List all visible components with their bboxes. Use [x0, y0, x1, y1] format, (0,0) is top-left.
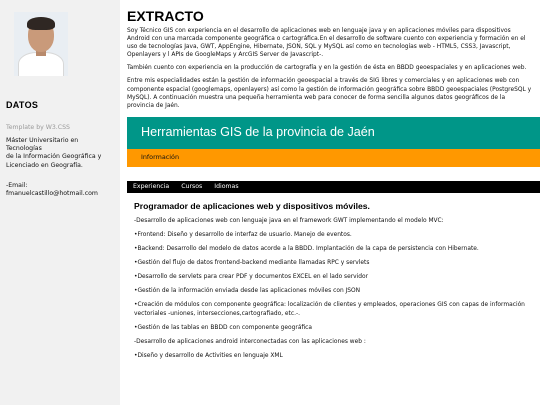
- degree-line: Máster Universitario en Tecnologías: [6, 137, 79, 153]
- experience-item: •Diseño y desarrollo de Activities en lenguaje XML: [134, 352, 283, 359]
- datos-heading: DATOS: [6, 100, 39, 110]
- tab-experiencia[interactable]: Experiencia: [133, 183, 170, 191]
- degree-text: [6, 137, 114, 170]
- summary-paragraph: Entre mis especialidades están la gestión de información geoespacial a través de SIG libres y comerciales y en aplicaciones web con componente espacial (googlemaps, openlayers) así como la gestión de información geográfica sobre BBDD geoespaciales (PostgreSQL y MySQL). A continuación muestra una pequeña herramienta web para conocer de forma sencilla algunos datos geográficos de la provincia de Jaén.: [127, 78, 532, 109]
- photo-hair: [27, 17, 55, 30]
- info-link[interactable]: Información: [127, 149, 540, 167]
- experience-item: -Desarrollo de aplicaciones android interconectadas con las aplicaciones web :: [134, 338, 366, 345]
- tab-idiomas[interactable]: Idiomas: [214, 183, 239, 191]
- experience-item: •Gestión de las tablas en BBDD con componente geográfica: [134, 324, 312, 331]
- experience-item: •Gestión del flujo de datos frontend-backend mediante llamadas RPC y servlets: [134, 260, 370, 267]
- degree-line: Licenciado en Geografía.: [6, 161, 83, 169]
- experience-item: •Desarrollo de servlets para crear PDF y documentos EXCEL en el lado servidor: [134, 274, 369, 281]
- gis-tool-banner: [127, 117, 540, 167]
- experience-item: •Creación de módulos con componente geográfica: localización de clientes y empleados, operaciones GIS con capas de información vectoriales -uniones, intersecciones,cartografiado, etc.-.: [134, 302, 525, 317]
- sidebar: [0, 0, 120, 405]
- profile-photo: [14, 12, 68, 76]
- summary-paragraph: Soy Técnico GIS con experiencia en el desarrollo de aplicaciones web en lenguaje java y en aplicaciones móviles para dispositivos Android con una marcada componente geográfica o cartográfica.En el desarrollo de software cuento con experiencia y formación en el uso de tecnologías Java, GWT, AppEngine, Hibernate, JSON, SQL y MySQL así como en tecnologías web - HTML5, CSS3, Javascript, Openlayers y l APIs de GoogleMaps y ArcGIS Server de Javascript-.: [127, 28, 526, 59]
- summary-paragraph: También cuento con experiencia en la producción de cartografía y en la gestión de ésta en BBDD geoespaciales y en aplicaciones web.: [127, 65, 527, 72]
- degree-line: de la Información Geográfica y: [6, 153, 102, 161]
- email-label: -Email:: [6, 181, 28, 189]
- email-block: [6, 182, 114, 198]
- experience-item: •Gestión de la información enviada desde las aplicaciones móviles con JSON: [134, 288, 361, 295]
- section-navbar: [127, 181, 540, 193]
- experience-item: -Desarrollo de aplicaciones web con lenguaje java en el framework GWT implementando el modelo MVC:: [134, 217, 444, 224]
- email-address: fmanuelcastillo@hotmail.com: [6, 190, 98, 198]
- main-content: [120, 0, 540, 405]
- experience-item: •Backend: Desarrollo del modelo de datos acorde a la BBDD. Implantación de la capa de persistencia con Hibernate.: [134, 246, 479, 253]
- experience-section: [127, 193, 532, 360]
- page-title: EXTRACTO: [127, 8, 204, 24]
- job-title: Programador de aplicaciones web y dispositivos móviles.: [134, 200, 370, 211]
- template-note: Template by W3.CSS: [6, 124, 70, 131]
- experience-item: •Frontend: Diseño y desarrollo de interfaz de usuario. Manejo de eventos.: [134, 231, 352, 238]
- gis-tool-title: Herramientas GIS de la provincia de Jaén: [127, 117, 540, 149]
- tab-cursos[interactable]: Cursos: [181, 183, 203, 191]
